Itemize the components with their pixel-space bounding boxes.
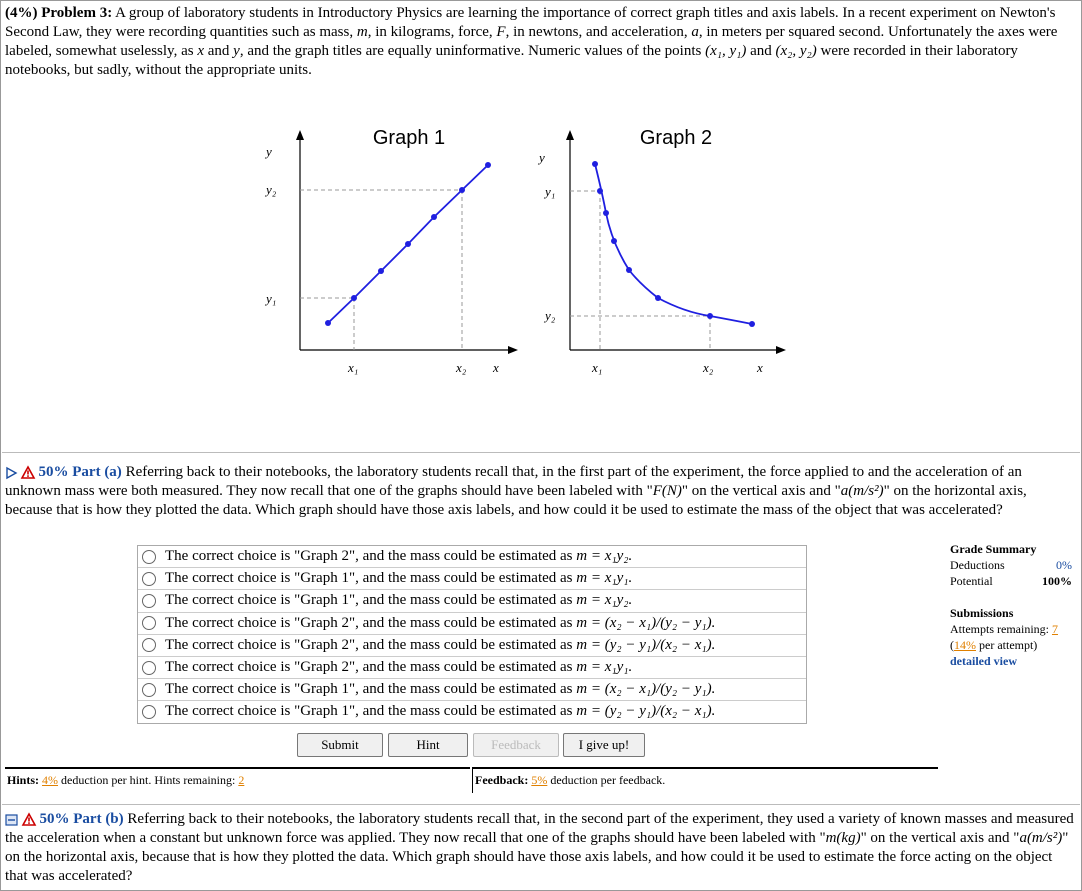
var-m: m	[356, 24, 368, 40]
choice-option[interactable]	[138, 568, 806, 590]
choice-text	[165, 659, 632, 676]
problem-text: and	[207, 43, 230, 59]
radio-button[interactable]	[142, 661, 156, 675]
graph1-point	[459, 187, 465, 193]
per-attempt-pct: 14%	[954, 638, 976, 652]
hint-button[interactable]: Hint	[388, 733, 468, 757]
potential-value: 100%	[1042, 574, 1072, 588]
deductions-label: Deductions	[950, 558, 1005, 572]
choice-option[interactable]	[138, 679, 806, 701]
graph2-point	[707, 313, 713, 319]
graph2-point	[597, 188, 603, 194]
choice-text	[165, 681, 715, 698]
problem-text: , in kilograms, force,	[367, 24, 493, 40]
graph2-point	[592, 161, 598, 167]
var-y: y	[233, 43, 240, 59]
collapse-box-icon[interactable]	[5, 814, 18, 826]
label-force: F(N)	[652, 483, 682, 499]
graph1-point	[325, 320, 331, 326]
divider	[2, 452, 1080, 453]
point-1: (x₁, y₁)	[705, 43, 747, 59]
radio-button[interactable]	[142, 572, 156, 586]
part-a-percent: 50% Part (a)	[38, 464, 122, 480]
graph1-point	[405, 241, 411, 247]
part-a-text: " on the vertical axis and "	[681, 483, 841, 499]
feedback-text: deduction per feedback.	[550, 773, 666, 787]
attempts-label: Attempts remaining:	[950, 622, 1049, 636]
deductions-value: 0%	[1056, 558, 1072, 572]
feedback-pct: 5%	[531, 773, 548, 787]
choice-formula: m = x₁y₁.	[576, 570, 633, 587]
choice-prefix: The correct choice is "Graph 2", and the mass could be estimated as	[165, 548, 577, 565]
problem-text: , in newtons, and acceleration,	[505, 24, 688, 40]
choice-text	[165, 703, 715, 720]
graph2-x2-tick: x₂	[703, 360, 714, 375]
hints-text: deduction per hint. Hints remaining:	[61, 773, 236, 787]
choice-option[interactable]	[138, 546, 806, 568]
graph2-point	[655, 295, 661, 301]
label-acceleration: a(m/s²)	[840, 483, 884, 499]
graph1-point	[378, 268, 384, 274]
choice-formula: m = (y₂ − y₁)/(x₂ − x₁).	[576, 636, 716, 653]
graph1-point	[351, 295, 357, 301]
point-2: (x₂, y₂)	[775, 43, 817, 59]
label-acceleration: a(m/s²)	[1019, 830, 1063, 846]
feedback-button[interactable]: Feedback	[473, 733, 559, 757]
attempts-remaining: 7	[1051, 622, 1058, 636]
graph2-title: Graph 2	[639, 127, 713, 149]
choice-text	[165, 548, 632, 565]
choice-text	[165, 615, 715, 632]
radio-button[interactable]	[142, 594, 156, 608]
problem-header: (4%) Problem 3:	[5, 5, 113, 21]
detailed-view-link[interactable]: detailed view	[950, 654, 1017, 668]
choice-text	[165, 592, 632, 609]
graph2-series-curve	[595, 164, 752, 324]
graph1-y-arrow	[296, 130, 304, 140]
radio-button[interactable]	[142, 638, 156, 652]
choice-prefix: The correct choice is "Graph 1", and the mass could be estimated as	[165, 570, 577, 587]
submit-button[interactable]: Submit	[297, 733, 383, 757]
choice-formula: m = x₁y₂.	[576, 592, 633, 609]
grade-summary: Grade Summary Deductions 0% Potential 100% Submissions Attempts remaining: 7 (14% per attempt) detailed view	[950, 542, 1072, 668]
part-a-question	[5, 463, 1075, 520]
graph2-x1-tick: x₁	[592, 360, 603, 375]
graph1-x-arrow	[508, 346, 518, 354]
hints-label: Hints:	[7, 773, 40, 787]
graph1-point	[485, 162, 491, 168]
graph2-point	[626, 267, 632, 273]
feedback-bar	[472, 767, 938, 793]
hints-pct: 4%	[42, 773, 59, 787]
warning-icon	[21, 466, 35, 479]
per-attempt-text: per attempt)	[979, 638, 1038, 652]
graph2-point	[749, 321, 755, 327]
choice-text	[165, 570, 632, 587]
submissions-title: Submissions	[950, 606, 1014, 620]
problem-text: A group of laboratory students in Introductory Physics are learning the importance of correct graph titles and axis labels. In a recent experiment on Newton's Second Law, they were recording quantities such as mass,	[5, 5, 1056, 40]
graph1-ylabel: y	[266, 144, 272, 159]
choice-prefix: The correct choice is "Graph 2", and the mass could be estimated as	[165, 614, 577, 631]
choice-text	[165, 637, 715, 654]
problem-text: and	[750, 43, 772, 59]
graph2-point	[611, 238, 617, 244]
choice-prefix: The correct choice is "Graph 1", and the mass could be estimated as	[165, 681, 577, 698]
radio-button[interactable]	[142, 550, 156, 564]
choice-prefix: The correct choice is "Graph 2", and the mass could be estimated as	[165, 636, 577, 653]
hints-bar	[5, 767, 470, 793]
graphs-figure	[266, 118, 800, 388]
choice-formula: m = x₁y₁.	[576, 659, 633, 676]
problem-statement	[5, 4, 1075, 80]
choice-formula: m = (y₂ − y₁)/(x₂ − x₁).	[576, 703, 716, 720]
potential-label: Potential	[950, 574, 993, 588]
problem-text: , in meters per squared second. Unfortunately the axes were labeled, somewhat uselessly, as	[5, 24, 1058, 59]
var-x: x	[197, 43, 204, 59]
graph1-xlabel: x	[493, 360, 499, 375]
graph1-x1-tick: x₁	[348, 360, 359, 375]
part-a-text: " on the horizontal axis, because that is how they plotted the data. Which graph should have those axis labels, and how could it be used to estimate the mass of the object that was accelerated?	[5, 483, 1027, 518]
warning-icon	[22, 813, 36, 826]
choice-formula: m = (x₂ − x₁)/(y₂ − y₁).	[576, 614, 716, 631]
choice-prefix: The correct choice is "Graph 1", and the mass could be estimated as	[165, 703, 577, 720]
part-b-text: " on the horizontal axis, because that is how they plotted the data. Which graph should have those axis labels, and how could it be used to estimate the force acting on the object that was accelerated?	[5, 830, 1069, 884]
graph1-point	[431, 214, 437, 220]
radio-button[interactable]	[142, 683, 156, 697]
graph1-title: Graph 1	[372, 127, 446, 149]
choice-prefix: The correct choice is "Graph 2", and the mass could be estimated as	[165, 659, 577, 676]
choice-formula: m = x₁y₂.	[576, 548, 633, 565]
choice-list	[137, 545, 807, 724]
graph1-y1-tick: y₁	[266, 291, 277, 306]
var-a: a	[691, 24, 699, 40]
graph2-ylabel: y	[539, 150, 545, 165]
choice-option[interactable]	[138, 613, 806, 635]
feedback-label: Feedback:	[475, 773, 529, 787]
grade-summary-title: Grade Summary	[950, 542, 1037, 556]
radio-button[interactable]	[142, 705, 156, 719]
graph1-y2-tick: y₂	[266, 182, 277, 197]
part-b-question	[5, 810, 1075, 886]
part-b-percent: 50% Part (b)	[39, 811, 124, 827]
give-up-button[interactable]: I give up!	[563, 733, 645, 757]
var-F: F	[496, 24, 506, 40]
expand-triangle-icon[interactable]	[5, 467, 17, 479]
graph2-y2-tick: y₂	[545, 308, 556, 323]
radio-button[interactable]	[142, 616, 156, 630]
hints-remaining: 2	[238, 773, 245, 787]
graph1-x2-tick: x₂	[456, 360, 467, 375]
divider	[2, 804, 1080, 805]
graph2-y1-tick: y₁	[545, 184, 556, 199]
part-a-text: Referring back to their notebooks, the laboratory students recall that, in the first part of the experiment, the force applied to and the acceleration of an unknown mass were both measured. They now recall that one of the graphs should have been labeled with "	[5, 464, 1022, 499]
choice-formula: m = (x₂ − x₁)/(y₂ − y₁).	[576, 681, 716, 698]
choice-option[interactable]	[138, 635, 806, 657]
choice-option[interactable]	[138, 657, 806, 679]
choice-option[interactable]	[138, 701, 806, 722]
graph2-y-arrow	[566, 130, 574, 140]
graph2-point	[603, 210, 609, 216]
graph2-x-arrow	[776, 346, 786, 354]
part-b-text: Referring back to their notebooks, the laboratory students recall that, in the second part of the experiment, they used a variety of known masses and measured the acceleration when a constant but unknown force was applied. They now recall that one of the graphs should have been labeled with "	[5, 811, 1074, 846]
problem-text: , and the graph titles are equally uninformative. Numeric values of the points	[239, 43, 702, 59]
problem-text: were recorded in their laboratory notebooks, but sadly, without the appropriate units.	[5, 43, 1018, 78]
choice-prefix: The correct choice is "Graph 1", and the mass could be estimated as	[165, 592, 577, 609]
graph2-xlabel: x	[757, 360, 763, 375]
label-mass: m(kg)	[825, 830, 861, 846]
choice-option[interactable]	[138, 590, 806, 612]
part-b-text: " on the vertical axis and "	[860, 830, 1020, 846]
